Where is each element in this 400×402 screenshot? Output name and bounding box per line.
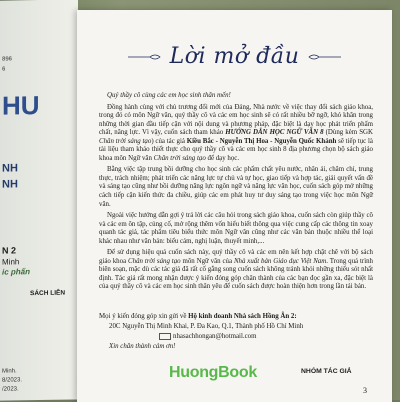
underlying-text: NH [2, 162, 18, 175]
text-run: Mọi ý kiến đóng góp xin gửi về [99, 313, 187, 320]
underlying-text: SÁCH LIÊN [30, 289, 66, 298]
text-run: để dạy học. [207, 154, 240, 162]
text-run: Để sử dụng hiệu quả cuốn sách này, quý thầy cô và các em nên kết hợp chặt chẽ với bộ sách giáo khoa [99, 249, 373, 265]
underlying-page [0, 0, 78, 401]
email-icon [159, 333, 171, 340]
underlying-text: /2023. [2, 386, 19, 393]
paragraph-1 [99, 104, 373, 164]
left-ornament-icon [128, 53, 162, 61]
title-block [77, 44, 392, 69]
text-run: môn Ngữ văn của [182, 257, 233, 265]
text-run: ) của tác giả [151, 137, 185, 145]
series-name: Chân trời sáng tạo [128, 257, 181, 265]
preface-body [99, 92, 373, 292]
book-title: HƯỚNG DẪN HỌC NGỮ VĂN 8 [225, 129, 324, 137]
authors: Kiều Bắc - Nguyễn Thị Hoa - Nguyễn Quốc Khánh [186, 137, 337, 145]
contact-block [99, 312, 373, 352]
text-run: (Dùng kèm SGK [325, 129, 373, 137]
text-run: . Trong quá trình biên soạn, mặc dù các tác giả đã rất cố gắng song cuốn sách không tránh khỏi những thiếu sót nhất định. Tác giả rất mong nhận được ý kiến đóng góp chân thành của các bạn đọc gần xa, đặc biệt là của quý thầy cô và các em học sinh thân yêu để cuốn sách được hoàn thiện hơn trong lần tái bản. [99, 257, 374, 291]
greeting: Quý thầy cô cùng các em học sinh thân mến! [107, 92, 231, 99]
publisher: Nhà xuất bản Giáo dục Việt Nam [233, 257, 327, 265]
text-run: sẽ tiếp tục là tài liệu tham khảo thiết thực cho quý thầy cô và các em học sinh 8 địa phương chọn bộ sách giáo khoa môn Ngữ văn [99, 137, 373, 162]
series-name: Chân trời sáng tạo [153, 154, 206, 162]
paragraph-4 [99, 249, 373, 292]
underlying-text: 8/2023. [2, 377, 23, 384]
underlying-text: ic phẩn [2, 267, 31, 277]
underlying-text: Minh [2, 257, 20, 267]
underlying-text: 6 [2, 66, 6, 73]
underlying-text: NH [2, 178, 18, 191]
series-name: Chân trời sáng tạo [99, 137, 152, 145]
contact-address: 20C Nguyễn Thị Minh Khai, P. Đa Kao, Q.1, Thành phố Hồ Chí Minh [109, 323, 304, 330]
book-page [77, 10, 392, 402]
text-run: Đồng hành cùng với chủ trương đổi mới của Đảng, Nhà nước về việc thay đổi sách giáo khoa, trong đó có môn Ngữ văn, quý thầy cô và các em học sinh sẽ có rất nhiều bỡ ngỡ, khó khăn trong những thời gian đầu tiếp cận với nội dung và phương pháp, đặc biệt là dạy học phát triển phẩm chất, năng lực. Vì vậy, cuốn sách tham khảo [99, 103, 373, 137]
paragraph-2: Bằng việc tập trung bồi dưỡng cho học sinh các phẩm chất yêu nước, nhân ái, chăm chỉ, trung thực, trách nhiệm; phát triển các năng lực tự chủ và tự học, giao tiếp và hợp tác, giải quyết vấn đề và sáng tạo cũng như bồi dưỡng năng lực ngôn ngữ và năng lực văn học, cuốn sách góp mở những cách tiếp cận kiến thức đa chiều, giúp các em phát huy tư duy sáng tạo trong việc học môn Ngữ văn. [99, 166, 373, 208]
page-title-text: Lời mở đầu [169, 44, 300, 69]
underlying-text: Minh. [2, 368, 17, 375]
underlying-text: 896 [2, 56, 13, 63]
thanks: Xin chân thành cảm ơn! [109, 343, 176, 350]
underlying-text: HU [2, 89, 40, 121]
page-title [128, 44, 341, 69]
contact-org: Hộ kinh doanh Nhà sách Hồng Ân 2: [188, 313, 297, 320]
contact-email [99, 332, 373, 342]
page-number: 3 [363, 386, 367, 395]
paragraph-3: Ngoài việc hướng dẫn gợi ý trả lời các câu hỏi trong sách giáo khoa, cuốn sách còn giúp thầy cô và các em ôn tập, củng cố, mở rộng thêm vốn hiểu biết thông qua việc cung cấp các thông tin xoay quanh tác giả, tác phẩm tiêu biểu thức môn Ngữ văn cũng như các văn bản thuộc nhiều thể loại khác nhau như văn bản: biểu cảm, nghị luận, thuyết minh,... [99, 212, 373, 245]
contact-intro [99, 312, 373, 322]
right-ornament-icon [307, 53, 341, 61]
huongbook-logo: HuongBook [169, 364, 257, 381]
email-text: nhasachhongan@hotmail.com [173, 333, 257, 340]
underlying-text: N 2 [2, 245, 17, 256]
signature: NHÓM TÁC GIẢ [301, 368, 352, 375]
